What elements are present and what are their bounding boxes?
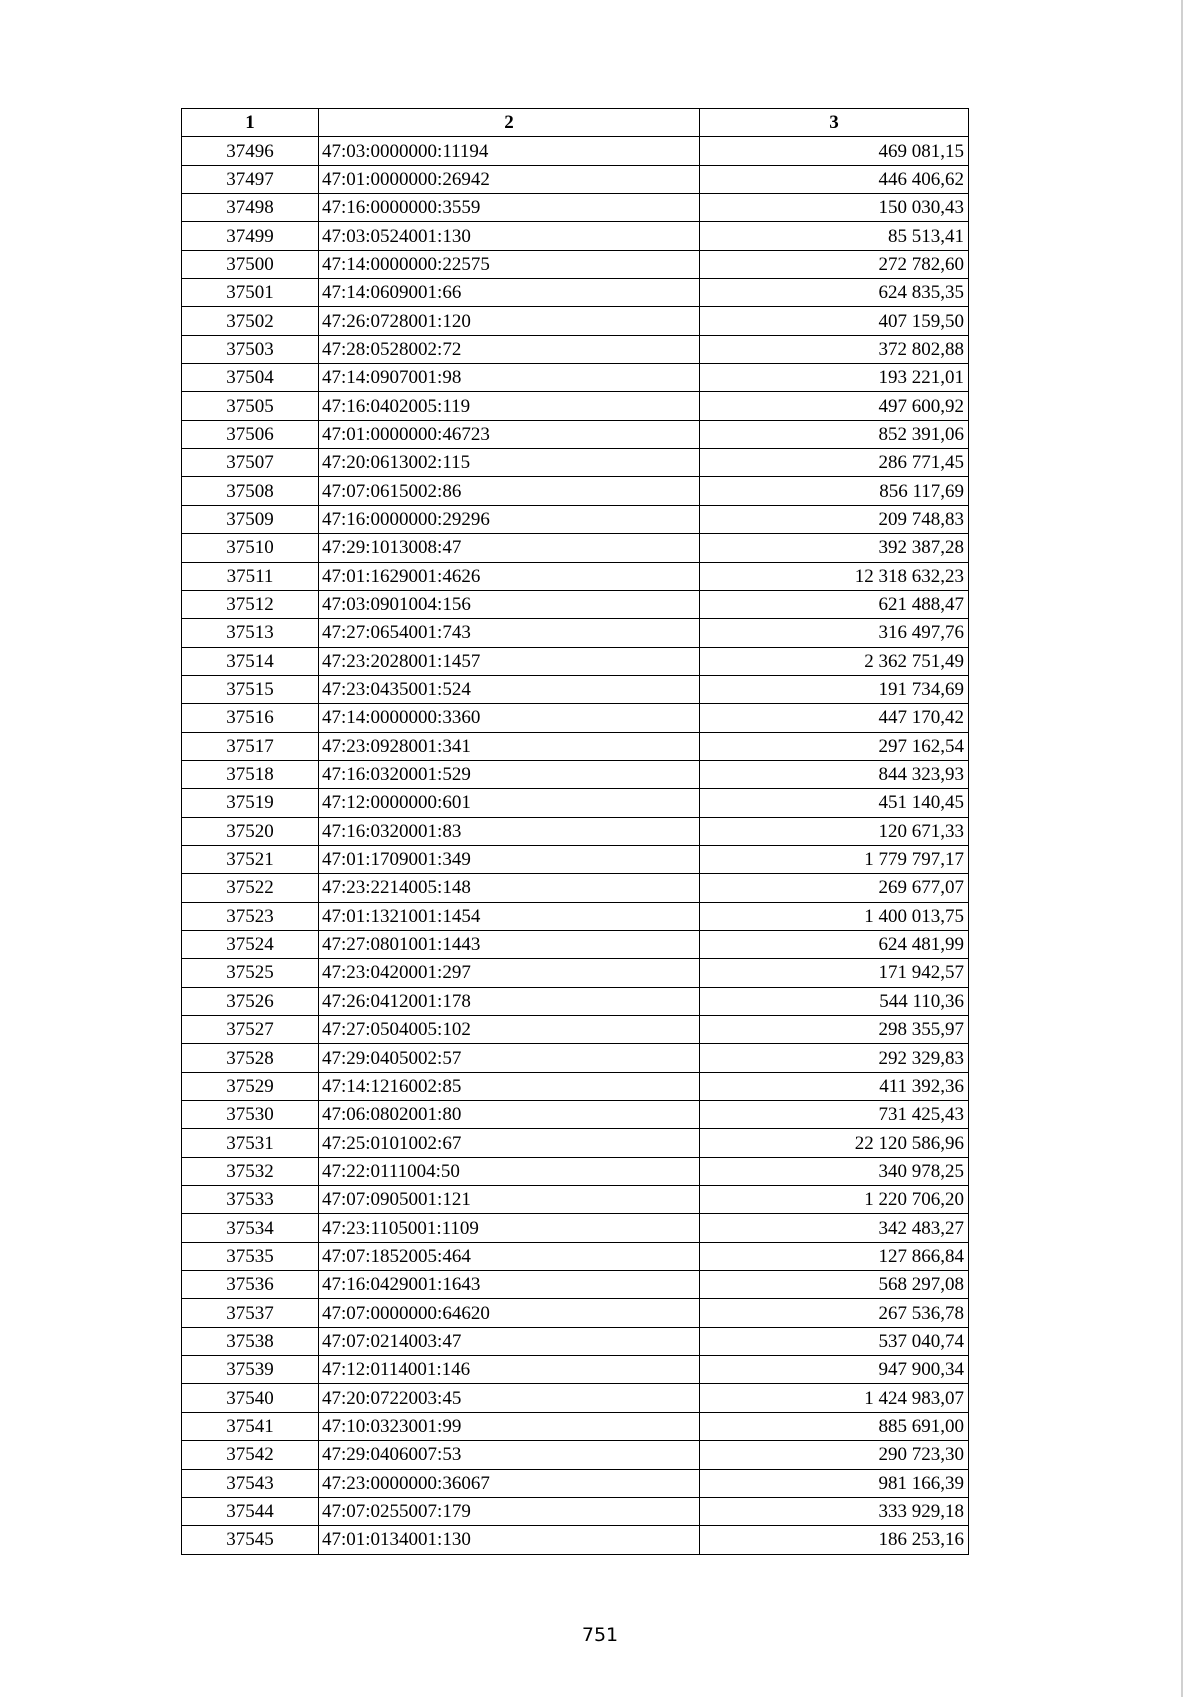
row-number-cell: 37545 [182,1526,319,1554]
table-row [182,1356,969,1384]
cadastral-number-cell: 47:23:0435001:524 [319,675,700,703]
value-cell: 209 748,83 [700,505,969,533]
table-row [182,1412,969,1440]
table-row [182,1157,969,1185]
table-row [182,590,969,618]
value-cell: 297 162,54 [700,732,969,760]
cadastral-number-cell: 47:29:0405002:57 [319,1044,700,1072]
table-row [182,534,969,562]
cadastral-number-cell: 47:23:2214005:148 [319,874,700,902]
row-number-cell: 37496 [182,137,319,165]
data-table-container [181,108,968,1555]
value-cell: 127 866,84 [700,1242,969,1270]
column-header-2: 2 [319,109,700,137]
cadastral-number-cell: 47:27:0801001:1443 [319,930,700,958]
value-cell: 269 677,07 [700,874,969,902]
cadastral-number-cell: 47:25:0101002:67 [319,1129,700,1157]
table-row [182,364,969,392]
value-cell: 537 040,74 [700,1327,969,1355]
row-number-cell: 37498 [182,194,319,222]
row-number-cell: 37535 [182,1242,319,1270]
value-cell: 85 513,41 [700,222,969,250]
table-row [182,137,969,165]
table-row [182,845,969,873]
value-cell: 451 140,45 [700,789,969,817]
cadastral-number-cell: 47:29:0406007:53 [319,1441,700,1469]
row-number-cell: 37503 [182,335,319,363]
table-row [182,1469,969,1497]
table-row [182,250,969,278]
table-row [182,789,969,817]
cadastral-number-cell: 47:23:2028001:1457 [319,647,700,675]
cadastral-number-cell: 47:27:0654001:743 [319,619,700,647]
cadastral-number-cell: 47:23:0000000:36067 [319,1469,700,1497]
cadastral-number-cell: 47:07:0000000:64620 [319,1299,700,1327]
value-cell: 392 387,28 [700,534,969,562]
table-row [182,1497,969,1525]
cadastral-number-cell: 47:01:1709001:349 [319,845,700,873]
row-number-cell: 37508 [182,477,319,505]
row-number-cell: 37536 [182,1271,319,1299]
row-number-cell: 37525 [182,959,319,987]
row-number-cell: 37510 [182,534,319,562]
row-number-cell: 37499 [182,222,319,250]
cadastral-number-cell: 47:07:1852005:464 [319,1242,700,1270]
table-row [182,1186,969,1214]
row-number-cell: 37518 [182,760,319,788]
table-row [182,449,969,477]
value-cell: 150 030,43 [700,194,969,222]
cadastral-number-cell: 47:03:0000000:11194 [319,137,700,165]
row-number-cell: 37528 [182,1044,319,1072]
table-body [182,137,969,1554]
row-number-cell: 37497 [182,165,319,193]
row-number-cell: 37540 [182,1384,319,1412]
value-cell: 316 497,76 [700,619,969,647]
row-number-cell: 37513 [182,619,319,647]
cadastral-number-cell: 47:12:0000000:601 [319,789,700,817]
table-row [182,1242,969,1270]
value-cell: 447 170,42 [700,704,969,732]
row-number-cell: 37506 [182,420,319,448]
cadastral-number-cell: 47:01:1629001:4626 [319,562,700,590]
value-cell: 981 166,39 [700,1469,969,1497]
cadastral-number-cell: 47:16:0000000:3559 [319,194,700,222]
table-row [182,477,969,505]
row-number-cell: 37512 [182,590,319,618]
cadastral-number-cell: 47:20:0722003:45 [319,1384,700,1412]
column-header-3: 3 [700,109,969,137]
row-number-cell: 37524 [182,930,319,958]
table-row [182,335,969,363]
cadastral-number-cell: 47:29:1013008:47 [319,534,700,562]
value-cell: 193 221,01 [700,364,969,392]
page-number: 751 [581,1624,619,1646]
cadastral-number-cell: 47:16:0320001:529 [319,760,700,788]
row-number-cell: 37542 [182,1441,319,1469]
row-number-cell: 37515 [182,675,319,703]
table-row [182,619,969,647]
value-cell: 191 734,69 [700,675,969,703]
cadastral-number-cell: 47:01:1321001:1454 [319,902,700,930]
cadastral-number-cell: 47:20:0613002:115 [319,449,700,477]
value-cell: 1 220 706,20 [700,1186,969,1214]
table-header-row [182,109,969,137]
cadastral-number-cell: 47:16:0402005:119 [319,392,700,420]
row-number-cell: 37500 [182,250,319,278]
value-cell: 621 488,47 [700,590,969,618]
value-cell: 340 978,25 [700,1157,969,1185]
value-cell: 852 391,06 [700,420,969,448]
cadastral-number-cell: 47:23:0420001:297 [319,959,700,987]
table-row [182,817,969,845]
table-row [182,1101,969,1129]
value-cell: 947 900,34 [700,1356,969,1384]
cadastral-number-cell: 47:16:0320001:83 [319,817,700,845]
row-number-cell: 37544 [182,1497,319,1525]
cadastral-number-cell: 47:01:0134001:130 [319,1526,700,1554]
cadastral-value-table [181,108,969,1555]
value-cell: 267 536,78 [700,1299,969,1327]
cadastral-number-cell: 47:03:0524001:130 [319,222,700,250]
cadastral-number-cell: 47:07:0255007:179 [319,1497,700,1525]
row-number-cell: 37516 [182,704,319,732]
value-cell: 407 159,50 [700,307,969,335]
value-cell: 12 318 632,23 [700,562,969,590]
value-cell: 186 253,16 [700,1526,969,1554]
table-row [182,1072,969,1100]
table-row [182,1271,969,1299]
row-number-cell: 37501 [182,279,319,307]
value-cell: 469 081,15 [700,137,969,165]
row-number-cell: 37529 [182,1072,319,1100]
cadastral-number-cell: 47:23:0928001:341 [319,732,700,760]
table-row [182,930,969,958]
value-cell: 171 942,57 [700,959,969,987]
value-cell: 298 355,97 [700,1016,969,1044]
row-number-cell: 37541 [182,1412,319,1440]
row-number-cell: 37505 [182,392,319,420]
row-number-cell: 37533 [182,1186,319,1214]
value-cell: 1 424 983,07 [700,1384,969,1412]
value-cell: 272 782,60 [700,250,969,278]
cadastral-number-cell: 47:14:0907001:98 [319,364,700,392]
row-number-cell: 37530 [182,1101,319,1129]
cadastral-number-cell: 47:14:1216002:85 [319,1072,700,1100]
value-cell: 342 483,27 [700,1214,969,1242]
value-cell: 731 425,43 [700,1101,969,1129]
cadastral-number-cell: 47:14:0000000:22575 [319,250,700,278]
table-row [182,1327,969,1355]
value-cell: 286 771,45 [700,449,969,477]
cadastral-number-cell: 47:22:0111004:50 [319,1157,700,1185]
row-number-cell: 37507 [182,449,319,477]
table-row [182,1526,969,1554]
row-number-cell: 37543 [182,1469,319,1497]
row-number-cell: 37511 [182,562,319,590]
cadastral-number-cell: 47:03:0901004:156 [319,590,700,618]
table-row [182,165,969,193]
cadastral-number-cell: 47:12:0114001:146 [319,1356,700,1384]
cadastral-number-cell: 47:26:0728001:120 [319,307,700,335]
value-cell: 568 297,08 [700,1271,969,1299]
table-row [182,1129,969,1157]
table-row [182,222,969,250]
table-row [182,987,969,1015]
cadastral-number-cell: 47:01:0000000:26942 [319,165,700,193]
cadastral-number-cell: 47:26:0412001:178 [319,987,700,1015]
row-number-cell: 37534 [182,1214,319,1242]
table-row [182,1016,969,1044]
cadastral-number-cell: 47:06:0802001:80 [319,1101,700,1129]
row-number-cell: 37539 [182,1356,319,1384]
table-row [182,1384,969,1412]
table-row [182,902,969,930]
table-row [182,505,969,533]
table-row [182,1044,969,1072]
cadastral-number-cell: 47:10:0323001:99 [319,1412,700,1440]
value-cell: 856 117,69 [700,477,969,505]
table-row [182,562,969,590]
value-cell: 624 481,99 [700,930,969,958]
row-number-cell: 37526 [182,987,319,1015]
value-cell: 372 802,88 [700,335,969,363]
table-row [182,392,969,420]
cadastral-number-cell: 47:16:0429001:1643 [319,1271,700,1299]
value-cell: 1 779 797,17 [700,845,969,873]
table-row [182,1299,969,1327]
table-row [182,732,969,760]
row-number-cell: 37522 [182,874,319,902]
table-row [182,194,969,222]
cadastral-number-cell: 47:28:0528002:72 [319,335,700,363]
row-number-cell: 37527 [182,1016,319,1044]
row-number-cell: 37523 [182,902,319,930]
cadastral-number-cell: 47:07:0615002:86 [319,477,700,505]
value-cell: 544 110,36 [700,987,969,1015]
table-row [182,675,969,703]
row-number-cell: 37519 [182,789,319,817]
cadastral-number-cell: 47:16:0000000:29296 [319,505,700,533]
cadastral-number-cell: 47:14:0609001:66 [319,279,700,307]
value-cell: 1 400 013,75 [700,902,969,930]
cadastral-number-cell: 47:07:0905001:121 [319,1186,700,1214]
value-cell: 885 691,00 [700,1412,969,1440]
row-number-cell: 37532 [182,1157,319,1185]
table-row [182,279,969,307]
value-cell: 22 120 586,96 [700,1129,969,1157]
cadastral-number-cell: 47:14:0000000:3360 [319,704,700,732]
cadastral-number-cell: 47:23:1105001:1109 [319,1214,700,1242]
table-row [182,1214,969,1242]
table-row [182,959,969,987]
row-number-cell: 37538 [182,1327,319,1355]
cadastral-number-cell: 47:27:0504005:102 [319,1016,700,1044]
row-number-cell: 37509 [182,505,319,533]
row-number-cell: 37537 [182,1299,319,1327]
row-number-cell: 37517 [182,732,319,760]
value-cell: 446 406,62 [700,165,969,193]
cadastral-number-cell: 47:07:0214003:47 [319,1327,700,1355]
value-cell: 2 362 751,49 [700,647,969,675]
row-number-cell: 37504 [182,364,319,392]
column-header-1: 1 [182,109,319,137]
row-number-cell: 37502 [182,307,319,335]
table-row [182,307,969,335]
table-row [182,1441,969,1469]
row-number-cell: 37514 [182,647,319,675]
value-cell: 292 329,83 [700,1044,969,1072]
cadastral-number-cell: 47:01:0000000:46723 [319,420,700,448]
value-cell: 497 600,92 [700,392,969,420]
table-row [182,420,969,448]
value-cell: 120 671,33 [700,817,969,845]
value-cell: 290 723,30 [700,1441,969,1469]
value-cell: 844 323,93 [700,760,969,788]
table-row [182,874,969,902]
table-row [182,760,969,788]
page-edge-divider [1181,0,1183,1697]
value-cell: 411 392,36 [700,1072,969,1100]
table-row [182,647,969,675]
row-number-cell: 37531 [182,1129,319,1157]
value-cell: 333 929,18 [700,1497,969,1525]
row-number-cell: 37521 [182,845,319,873]
row-number-cell: 37520 [182,817,319,845]
table-row [182,704,969,732]
value-cell: 624 835,35 [700,279,969,307]
